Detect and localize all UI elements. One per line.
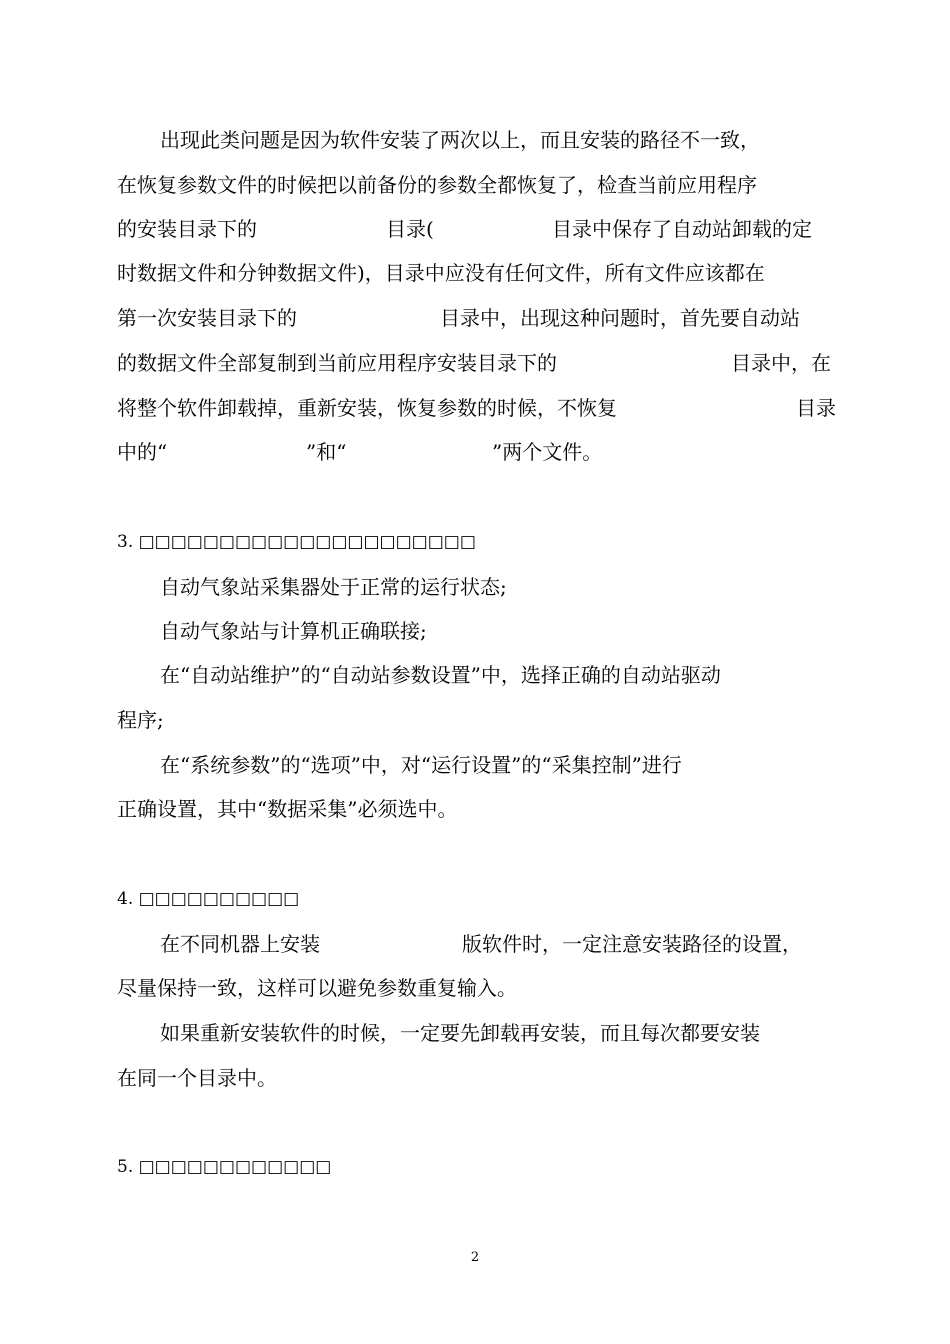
text-line: 在“自动站维护”的“自动站参数设置”中，选择正确的自动站驱动 xyxy=(160,663,721,687)
text-line: 自动气象站采集器处于正常的运行状态; xyxy=(160,575,507,599)
text-line: 自动气象站与计算机正确联接; xyxy=(160,619,427,643)
section-heading: 3. □□□□□□□□□□□□□□□□□□□□□ xyxy=(117,532,476,552)
text-line: 程序; xyxy=(117,708,164,732)
text-line: 版软件时，一定注意安装路径的设置， xyxy=(462,932,802,956)
section-heading: 4. □□□□□□□□□□ xyxy=(117,889,300,909)
text-line: 的数据文件全部复制到当前应用程序安装目录下的 xyxy=(117,351,557,375)
text-line: 尽量保持一致，这样可以避免参数重复输入。 xyxy=(117,976,517,1000)
text-line: 时数据文件和分钟数据文件)，目录中应没有任何文件，所有文件应该都在 xyxy=(117,261,765,285)
text-line: 目录中保存了自动站卸载的定 xyxy=(552,217,812,241)
text-line: 目录中，出现这种问题时，首先要自动站 xyxy=(440,306,800,330)
text-line: 在不同机器上安装 xyxy=(160,932,320,956)
text-line: ”和“ xyxy=(306,440,347,464)
text-line: ”两个文件。 xyxy=(492,440,603,464)
text-line: 在同一个目录中。 xyxy=(117,1066,277,1090)
text-line: 将整个软件卸载掉，重新安装，恢复参数的时候，不恢复 xyxy=(117,396,617,420)
text-line: 目录( xyxy=(386,217,434,241)
text-line: 在恢复参数文件的时候把以前备份的参数全都恢复了，检查当前应用程序 xyxy=(117,173,757,197)
page-number: 2 xyxy=(470,1250,480,1265)
text-line: 第一次安装目录下的 xyxy=(117,306,297,330)
text-line: 在“系统参数”的“选项”中，对“运行设置”的“采集控制”进行 xyxy=(160,753,682,777)
text-line: 如果重新安装软件的时候，一定要先卸载再安装，而且每次都要安装 xyxy=(160,1021,760,1045)
text-line: 正确设置，其中“数据采集”必须选中。 xyxy=(117,797,458,821)
text-line: 出现此类问题是因为软件安装了两次以上，而且安装的路径不一致， xyxy=(160,128,760,152)
text-line: 目录中，在 xyxy=(731,351,831,375)
text-line: 目录 xyxy=(796,396,836,420)
section-heading: 5. □□□□□□□□□□□□ xyxy=(117,1157,332,1177)
text-line: 的安装目录下的 xyxy=(117,217,257,241)
text-line: 中的“ xyxy=(117,440,168,464)
